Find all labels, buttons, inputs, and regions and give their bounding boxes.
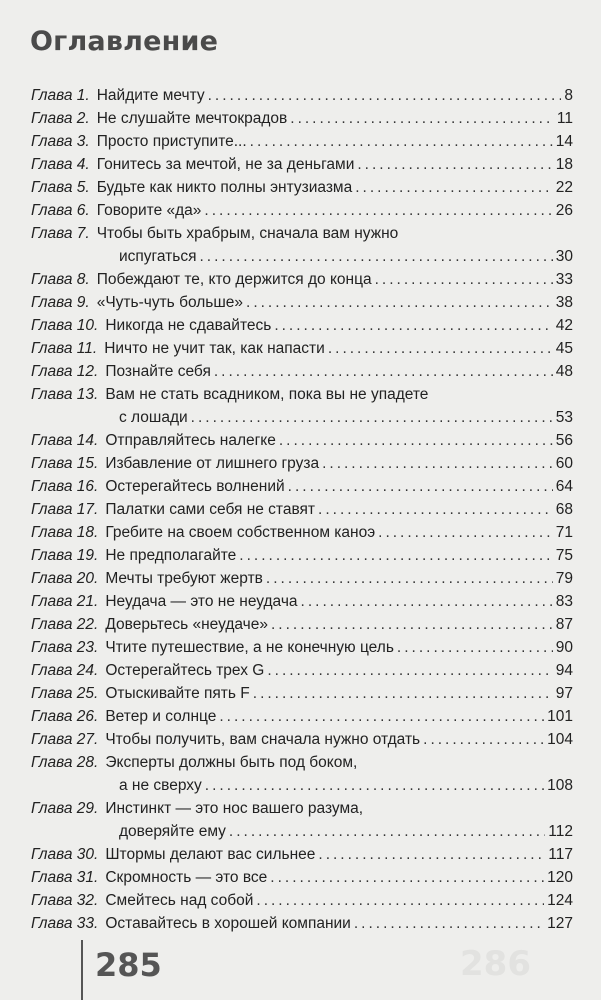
dot-leader bbox=[204, 199, 552, 222]
chapter-page-number: 18 bbox=[555, 156, 573, 173]
chapter-title: Палатки сами себя не ставят bbox=[105, 501, 316, 518]
chapter-title: Мечты требуют жертв bbox=[105, 570, 263, 587]
chapter-title: Говорите «да» bbox=[96, 202, 202, 219]
chapter-title: Штормы делают вас сильнее bbox=[105, 846, 316, 863]
toc-entry-line bbox=[31, 452, 573, 475]
page-title: Оглавление bbox=[30, 26, 219, 57]
toc-entry bbox=[31, 498, 573, 521]
chapter-label: Глава 26. bbox=[31, 708, 99, 725]
chapter-title: Остерегайтесь волнений bbox=[105, 478, 285, 495]
dot-leader bbox=[239, 544, 552, 567]
toc-entry-line bbox=[31, 751, 573, 774]
chapter-title: Никогда не сдавайтесь bbox=[105, 317, 272, 334]
chapter-label: Глава 8. bbox=[31, 271, 90, 288]
dot-leader bbox=[219, 705, 544, 728]
chapter-page-number: 26 bbox=[555, 202, 573, 219]
chapter-title: Инстинкт — это нос вашего разума, bbox=[105, 800, 364, 817]
chapter-title: Доверьтесь «неудаче» bbox=[105, 616, 268, 633]
toc-entry-line bbox=[31, 429, 573, 452]
chapter-title: Смейтесь над собой bbox=[105, 892, 254, 909]
chapter-label: Глава 31. bbox=[31, 869, 99, 886]
chapter-title: Гонитесь за мечтой, не за деньгами bbox=[96, 156, 355, 173]
dot-leader bbox=[397, 636, 553, 659]
toc-entry bbox=[31, 475, 573, 498]
chapter-page-number: 8 bbox=[564, 87, 573, 104]
dot-leader bbox=[267, 659, 552, 682]
chapter-title: Найдите мечту bbox=[96, 87, 205, 104]
chapter-label: Глава 32. bbox=[31, 892, 99, 909]
toc-entry bbox=[31, 544, 573, 567]
toc-entry-line bbox=[31, 291, 573, 314]
chapter-label: Глава 1. bbox=[31, 87, 90, 104]
toc-entry bbox=[31, 682, 573, 705]
toc-entry bbox=[31, 452, 573, 475]
chapter-title: а не сверху bbox=[119, 777, 202, 794]
toc-entry-line bbox=[31, 130, 573, 153]
chapter-page-number: 68 bbox=[555, 501, 573, 518]
dot-leader bbox=[266, 567, 553, 590]
chapter-page-number: 33 bbox=[555, 271, 573, 288]
chapter-page-number: 108 bbox=[547, 777, 573, 794]
chapter-label: Глава 7. bbox=[31, 225, 90, 242]
chapter-page-number: 14 bbox=[555, 133, 573, 150]
chapter-page-number: 64 bbox=[555, 478, 573, 495]
chapter-label: Глава 11. bbox=[31, 340, 98, 357]
chapter-title: Чтобы получить, вам сначала нужно отдать bbox=[105, 731, 421, 748]
dot-leader bbox=[378, 521, 553, 544]
chapter-label: Глава 19. bbox=[31, 547, 99, 564]
dot-leader bbox=[229, 820, 545, 843]
chapter-page-number: 45 bbox=[555, 340, 573, 357]
chapter-title: Познайте себя bbox=[105, 363, 211, 380]
toc-entry-line bbox=[31, 222, 573, 245]
bleed-through-page-number: 286 bbox=[460, 944, 531, 984]
toc-entry-line bbox=[31, 521, 573, 544]
toc-entry-line bbox=[31, 498, 573, 521]
toc-entry bbox=[31, 590, 573, 613]
toc-entry bbox=[31, 153, 573, 176]
chapter-label: Глава 18. bbox=[31, 524, 99, 541]
toc-entry bbox=[31, 222, 573, 268]
chapter-page-number: 38 bbox=[555, 294, 573, 311]
toc-entry-line bbox=[31, 682, 573, 705]
chapter-page-number: 48 bbox=[555, 363, 573, 380]
toc-entry-line bbox=[31, 889, 573, 912]
toc-entry bbox=[31, 107, 573, 130]
toc-entry-continuation bbox=[31, 406, 573, 429]
footer-divider bbox=[81, 940, 83, 1000]
chapter-label: Глава 15. bbox=[31, 455, 99, 472]
chapter-page-number: 124 bbox=[547, 892, 573, 909]
chapter-title: Скромность — это все bbox=[105, 869, 268, 886]
toc-entry bbox=[31, 705, 573, 728]
chapter-label: Глава 20. bbox=[31, 570, 99, 587]
chapter-title: Чтобы быть храбрым, сначала вам нужно bbox=[96, 225, 399, 242]
toc-entry-line bbox=[31, 613, 573, 636]
chapter-title: Не предполагайте bbox=[105, 547, 237, 564]
toc-entry-line bbox=[31, 843, 573, 866]
chapter-label: Глава 24. bbox=[31, 662, 99, 679]
dot-leader bbox=[253, 682, 553, 705]
dot-leader bbox=[274, 314, 552, 337]
dot-leader bbox=[322, 452, 553, 475]
toc-entry-line bbox=[31, 705, 573, 728]
dot-leader bbox=[318, 843, 545, 866]
chapter-title: Вам не стать всадником, пока вы не упадете bbox=[105, 386, 429, 403]
chapter-page-number: 120 bbox=[547, 869, 573, 886]
dot-leader bbox=[256, 889, 544, 912]
toc-entry-line bbox=[31, 866, 573, 889]
chapter-page-number: 83 bbox=[555, 593, 573, 610]
toc-entry bbox=[31, 567, 573, 590]
dot-leader bbox=[423, 728, 544, 751]
chapter-label: Глава 23. bbox=[31, 639, 99, 656]
toc-entry-line bbox=[31, 176, 573, 199]
chapter-page-number: 94 bbox=[555, 662, 573, 679]
table-of-contents bbox=[31, 84, 573, 935]
chapter-title: с лошади bbox=[119, 409, 188, 426]
toc-entry bbox=[31, 613, 573, 636]
chapter-title: Отыскивайте пять F bbox=[105, 685, 250, 702]
chapter-title: «Чуть-чуть больше» bbox=[96, 294, 244, 311]
dot-leader bbox=[208, 84, 562, 107]
dot-leader bbox=[375, 268, 553, 291]
toc-entry bbox=[31, 337, 573, 360]
chapter-title: Остерегайтесь трех G bbox=[105, 662, 265, 679]
chapter-label: Глава 6. bbox=[31, 202, 90, 219]
chapter-page-number: 97 bbox=[555, 685, 573, 702]
dot-leader bbox=[205, 774, 544, 797]
toc-entry-line bbox=[31, 360, 573, 383]
chapter-page-number: 60 bbox=[555, 455, 573, 472]
chapter-label: Глава 14. bbox=[31, 432, 99, 449]
toc-entry-line bbox=[31, 383, 573, 406]
chapter-page-number: 75 bbox=[555, 547, 573, 564]
toc-entry-line bbox=[31, 797, 573, 820]
chapter-title: Ветер и солнце bbox=[105, 708, 217, 725]
chapter-label: Глава 21. bbox=[31, 593, 99, 610]
chapter-label: Глава 25. bbox=[31, 685, 99, 702]
toc-entry-line bbox=[31, 107, 573, 130]
chapter-page-number: 30 bbox=[555, 248, 573, 265]
chapter-page-number: 79 bbox=[555, 570, 573, 587]
chapter-title: Не слушайте мечтокрадов bbox=[96, 110, 288, 127]
toc-entry bbox=[31, 889, 573, 912]
chapter-page-number: 56 bbox=[555, 432, 573, 449]
chapter-label: Глава 13. bbox=[31, 386, 99, 403]
toc-entry bbox=[31, 360, 573, 383]
chapter-label: Глава 3. bbox=[31, 133, 90, 150]
chapter-title: Побеждают те, кто держится до конца bbox=[96, 271, 372, 288]
chapter-page-number: 127 bbox=[547, 915, 573, 932]
toc-entry-continuation bbox=[31, 774, 573, 797]
toc-entry-line bbox=[31, 84, 573, 107]
toc-entry bbox=[31, 84, 573, 107]
dot-leader bbox=[357, 153, 552, 176]
toc-entry bbox=[31, 521, 573, 544]
dot-leader bbox=[318, 498, 553, 521]
dot-leader bbox=[214, 360, 553, 383]
toc-entry bbox=[31, 383, 573, 429]
toc-entry bbox=[31, 728, 573, 751]
dot-leader bbox=[270, 866, 544, 889]
chapter-page-number: 101 bbox=[547, 708, 573, 725]
chapter-label: Глава 9. bbox=[31, 294, 90, 311]
chapter-page-number: 87 bbox=[555, 616, 573, 633]
chapter-label: Глава 16. bbox=[31, 478, 99, 495]
chapter-label: Глава 27. bbox=[31, 731, 99, 748]
chapter-title: Оставайтесь в хорошей компании bbox=[105, 915, 351, 932]
chapter-title: Эксперты должны быть под боком, bbox=[105, 754, 358, 771]
toc-entry-continuation bbox=[31, 820, 573, 843]
chapter-title: Будьте как никто полны энтузиазма bbox=[96, 179, 353, 196]
chapter-label: Глава 33. bbox=[31, 915, 99, 932]
chapter-page-number: 42 bbox=[555, 317, 573, 334]
chapter-page-number: 22 bbox=[555, 179, 573, 196]
toc-entry-line bbox=[31, 567, 573, 590]
toc-entry bbox=[31, 636, 573, 659]
chapter-title: Неудача — это не неудача bbox=[105, 593, 298, 610]
toc-entry bbox=[31, 429, 573, 452]
dot-leader bbox=[328, 337, 553, 360]
chapter-label: Глава 17. bbox=[31, 501, 99, 518]
toc-entry-line bbox=[31, 199, 573, 222]
chapter-page-number: 90 bbox=[555, 639, 573, 656]
toc-entry bbox=[31, 199, 573, 222]
toc-entry bbox=[31, 314, 573, 337]
dot-leader bbox=[246, 291, 553, 314]
chapter-title: Избавление от лишнего груза bbox=[105, 455, 320, 472]
toc-entry-line bbox=[31, 544, 573, 567]
chapter-label: Глава 10. bbox=[31, 317, 99, 334]
chapter-label: Глава 30. bbox=[31, 846, 99, 863]
chapter-page-number: 117 bbox=[548, 846, 573, 863]
toc-entry-line bbox=[31, 337, 573, 360]
chapter-page-number: 11 bbox=[556, 110, 573, 127]
page-number: 285 bbox=[95, 946, 162, 984]
toc-entry bbox=[31, 176, 573, 199]
dot-leader bbox=[271, 613, 553, 636]
toc-entry-continuation bbox=[31, 245, 573, 268]
toc-entry bbox=[31, 130, 573, 153]
toc-entry-line bbox=[31, 314, 573, 337]
dot-leader bbox=[355, 176, 553, 199]
toc-entry bbox=[31, 843, 573, 866]
dot-leader bbox=[279, 429, 553, 452]
chapter-page-number: 71 bbox=[555, 524, 573, 541]
chapter-title: испугаться bbox=[119, 248, 197, 265]
chapter-title: Ничто не учит так, как напасти bbox=[104, 340, 325, 357]
chapter-title: Гребите на своем собственном каноэ bbox=[105, 524, 376, 541]
dot-leader bbox=[288, 475, 553, 498]
toc-entry-line bbox=[31, 590, 573, 613]
chapter-title: доверяйте ему bbox=[119, 823, 226, 840]
dot-leader bbox=[290, 107, 554, 130]
toc-entry bbox=[31, 659, 573, 682]
chapter-label: Глава 4. bbox=[31, 156, 90, 173]
toc-entry bbox=[31, 291, 573, 314]
chapter-label: Глава 2. bbox=[31, 110, 90, 127]
chapter-label: Глава 12. bbox=[31, 363, 99, 380]
chapter-label: Глава 22. bbox=[31, 616, 99, 633]
toc-entry-line bbox=[31, 153, 573, 176]
dot-leader bbox=[250, 130, 553, 153]
toc-entry-line bbox=[31, 636, 573, 659]
chapter-page-number: 104 bbox=[547, 731, 573, 748]
dot-leader bbox=[199, 245, 552, 268]
toc-entry-line bbox=[31, 728, 573, 751]
chapter-page-number: 53 bbox=[555, 409, 573, 426]
chapter-label: Глава 5. bbox=[31, 179, 90, 196]
dot-leader bbox=[191, 406, 553, 429]
chapter-title: Просто приступите... bbox=[96, 133, 247, 150]
toc-entry bbox=[31, 797, 573, 843]
toc-entry bbox=[31, 866, 573, 889]
chapter-label: Глава 28. bbox=[31, 754, 99, 771]
toc-entry bbox=[31, 751, 573, 797]
toc-entry-line bbox=[31, 475, 573, 498]
toc-entry bbox=[31, 268, 573, 291]
dot-leader bbox=[301, 590, 553, 613]
toc-entry-line bbox=[31, 268, 573, 291]
toc-entry-line bbox=[31, 659, 573, 682]
chapter-title: Отправляйтесь налегке bbox=[105, 432, 276, 449]
chapter-label: Глава 29. bbox=[31, 800, 99, 817]
chapter-title: Чтите путешествие, а не конечную цель bbox=[105, 639, 394, 656]
chapter-page-number: 112 bbox=[548, 823, 573, 840]
